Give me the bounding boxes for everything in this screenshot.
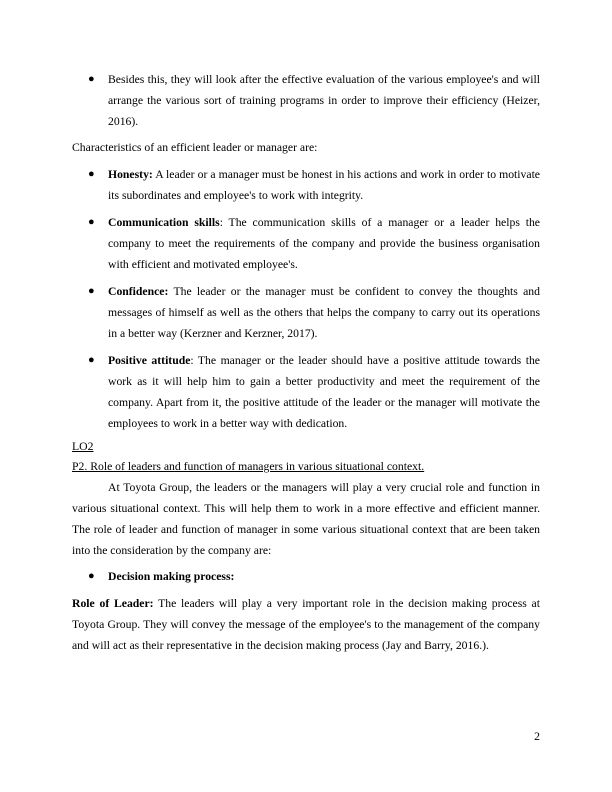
trait-term: Confidence: <box>108 285 169 298</box>
p2-body: At Toyota Group, the leaders or the managers will play a very crucial role and function in various situational context. This will help them to work in a more effective and efficient manner. The role of leader and function of manager in some various situational context that are been taken into the consideration by the company are: <box>72 481 540 557</box>
bullet-icon: ● <box>88 73 95 85</box>
decision-bullet-list <box>72 566 540 587</box>
bullet-icon: ● <box>88 168 95 180</box>
list-item <box>72 212 540 275</box>
list-item <box>72 566 540 587</box>
role-text: The leaders will play a very important role in the decision making process at Toyota Group. They will convey the message of the employee's to the management of the company and will act as their representative in the decision making process (Jay and Barry, 2016.). <box>72 597 540 652</box>
top-bullet-list <box>72 69 540 132</box>
trait-text: The leader or the manager must be confident to convey the thoughts and messages of himself as well as the others that helps the company to carry out its operations in a better way (Kerzner and Kerzner, 2017). <box>108 285 540 340</box>
traits-list <box>72 164 540 434</box>
bullet-text: Besides this, they will look after the effective evaluation of the various employee's and will arrange the various sort of training programs in order to improve their efficiency (Heizer, 2016). <box>108 73 540 128</box>
bullet-icon: ● <box>88 216 95 228</box>
list-item <box>72 350 540 434</box>
role-of-leader-paragraph <box>72 593 540 656</box>
p2-heading: P2. Role of leaders and function of managers in various situational context. <box>72 460 425 473</box>
list-item <box>72 69 540 132</box>
trait-text: : The manager or the leader should have a positive attitude towards the work as it will help him to gain a better productivity and meet the requirement of the company. Apart from it, the positive attitude of the leader or the manager will motivate the employees to work in a better way with dedication. <box>108 354 540 430</box>
page-number: 2 <box>534 730 540 743</box>
list-item <box>72 164 540 206</box>
trait-term: Honesty: <box>108 168 153 181</box>
trait-term: Positive attitude <box>108 354 191 367</box>
trait-text: A leader or a manager must be honest in his actions and work in order to motivate its subordinates and employee's to work with integrity. <box>108 168 540 202</box>
bullet-icon: ● <box>88 285 95 297</box>
trait-term: Communication skills <box>108 216 220 229</box>
trait-text: : The communication skills of a manager or a leader helps the company to meet the requirements of the company and provide the business organisation with efficient and motivated employee's. <box>108 216 540 271</box>
decision-bullet-text: Decision making process: <box>108 570 235 583</box>
role-label: Role of Leader: <box>72 597 154 610</box>
list-item <box>72 281 540 344</box>
bullet-icon: ● <box>88 354 95 366</box>
bullet-icon: ● <box>88 570 95 582</box>
lo2-heading: LO2 <box>72 440 94 453</box>
characteristics-intro: Characteristics of an efficient leader or manager are: <box>72 141 318 154</box>
